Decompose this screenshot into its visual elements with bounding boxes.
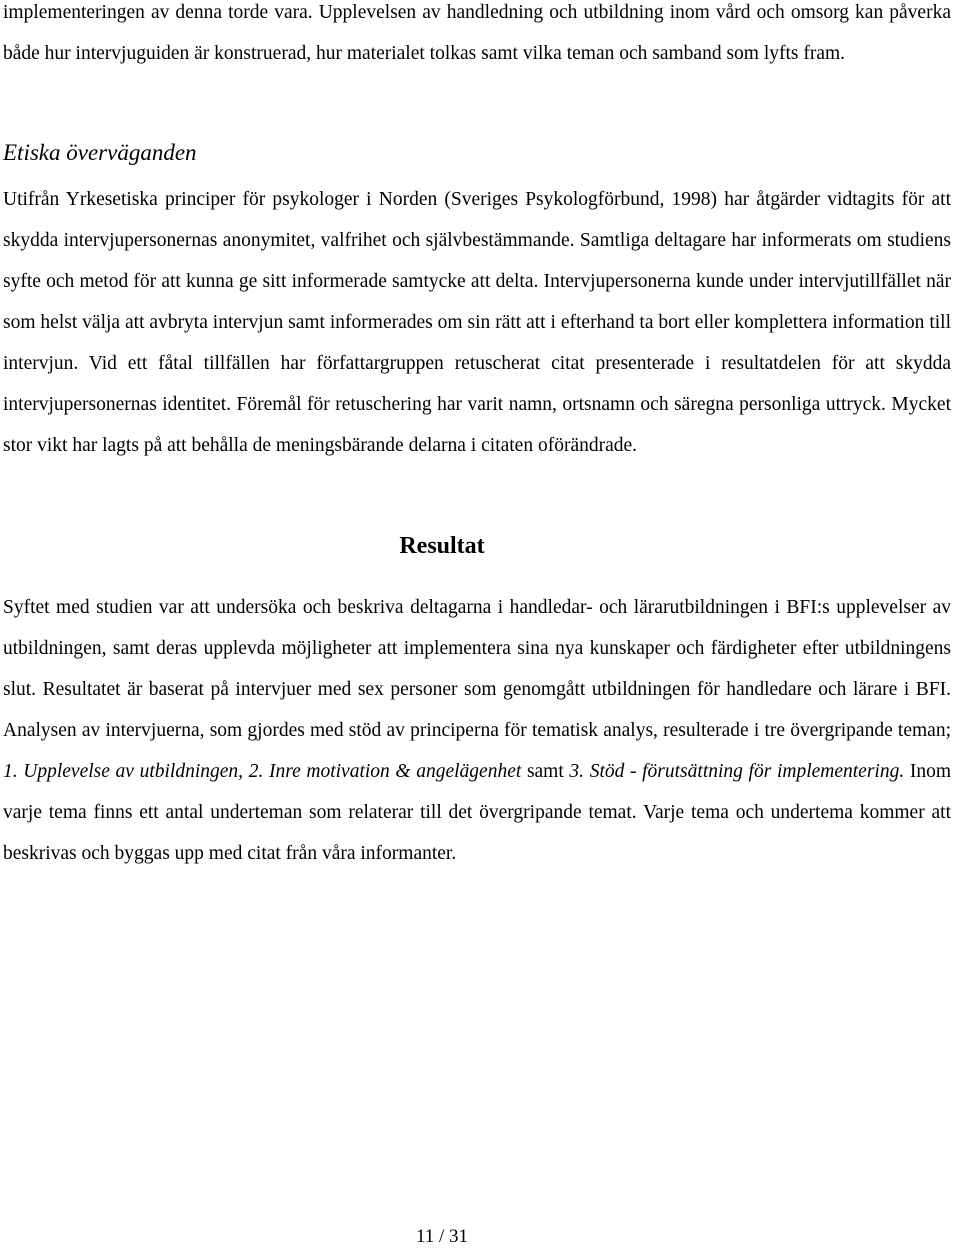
results-connector: samt (521, 761, 570, 782)
ethics-paragraph: Utifrån Yrkesetiska principer för psykologer i Norden (Sveriges Psykologförbund, 1998) har åtgärder vidtagits för att skydda intervjupersonernas anonymitet, valfrihet och självbestämmande. Samtliga deltagare har informerats om studiens syfte och metod för att kunna ge sitt informerade samtycke att delta. Intervjupersonerna kunde under intervjutillfället när som helst välja att avbryta intervjun samt informerades om sin rätt att i efterhand ta bort eller komplettera information till intervjun. Vid ett fåtal tillfällen har författargruppen retuscherat citat presenterade i resultatdelen för att skydda intervjupersonernas identitet. Föremål för retuschering har varit namn, ortsnamn och säregna personliga uttryck. Mycket stor vikt har lagts på att behålla de meningsbärande delarna i citaten oförändrade. (3, 189, 951, 456)
results-heading: Resultat (399, 533, 485, 559)
ethics-heading: Etiska överväganden (3, 140, 197, 165)
theme-3: 3. Stöd - förutsättning för implementering. (569, 761, 905, 782)
results-text-part1: Syftet med studien var att undersöka och beskriva deltagarna i handledar- och lärarutbildningen i BFI:s upplevelser av utbildningen, samt deras upplevda möjligheter att implementera sina nya kunskaper och färdigheter efter utbildningens slut. Resultatet är baserat på intervjuer med sex personer som genomgått utbildningen för handledare och lärare i BFI. Analysen av intervjuerna, som gjordes med stöd av principerna för tematisk analys, resulterade i tre övergripande teman; (3, 597, 951, 741)
results-paragraph (3, 587, 951, 874)
intro-paragraph: implementeringen av denna torde vara. Upplevelsen av handledning och utbildning inom vård och omsorg kan påverka både hur intervjuguiden är konstruerad, hur materialet tolkas samt vilka teman och samband som lyfts fram. (3, 2, 951, 64)
results-text-part2: Inom varje tema finns ett antal underteman som relaterar till det övergripande temat. Varje tema och undertema kommer att beskrivas och byggas upp med citat från våra informanter. (3, 761, 952, 864)
theme-2: 2. Inre motivation & angelägenhet (248, 761, 522, 782)
page-number: 11 / 31 (415, 1226, 469, 1247)
theme-1: 1. Upplevelse av utbildningen, (3, 761, 244, 782)
